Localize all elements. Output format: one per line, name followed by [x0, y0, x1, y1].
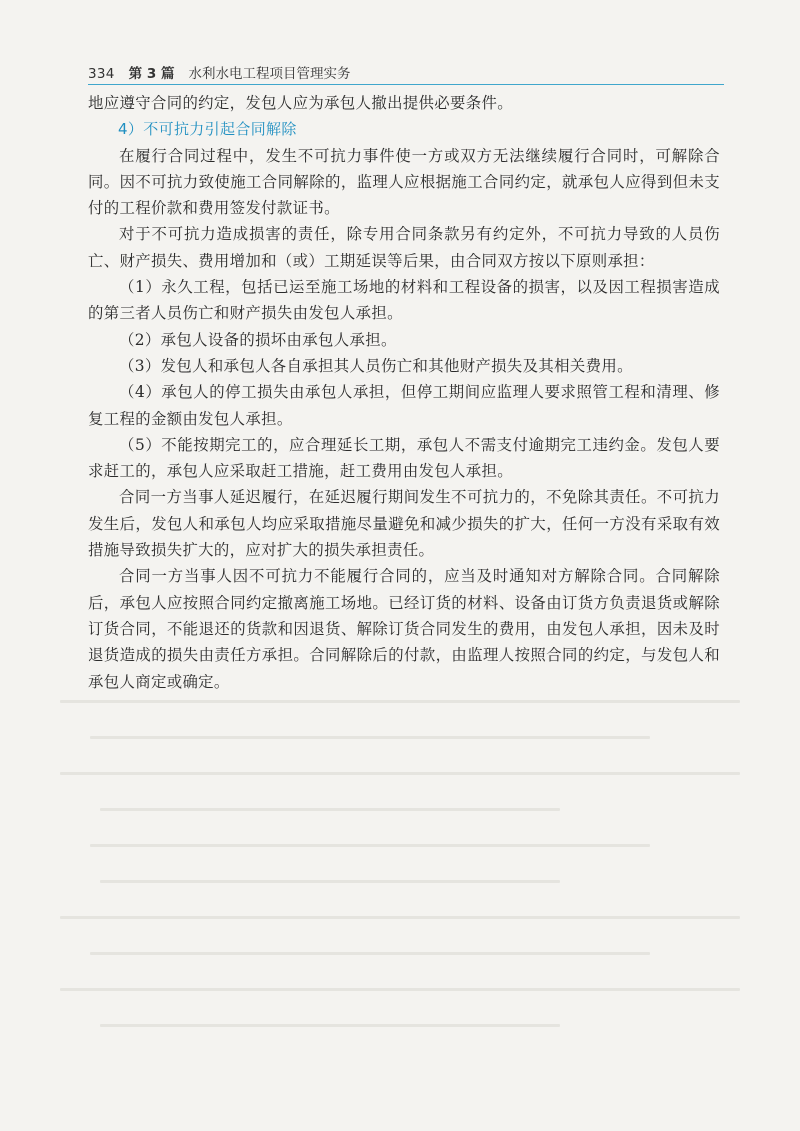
bleed-through-line	[100, 880, 560, 883]
page-number: 334	[88, 66, 115, 82]
bleed-through-line	[90, 952, 650, 955]
bleed-through-line	[60, 988, 740, 991]
running-header	[88, 54, 724, 82]
paragraph: 在履行合同过程中，发生不可抗力事件使一方或双方无法继续履行合同时，可解除合同。因不可抗力致使施工合同解除的，监理人应根据施工合同约定，就承包人应得到但未支付的工程价款和费用签发付款证书。	[88, 146, 720, 218]
list-item: （5）不能按期完工的，应合理延长工期，承包人不需支付逾期完工违约金。发包人要求赶工的，承包人应采取赶工措施，赶工费用由发包人承担。	[88, 435, 720, 481]
part-label: 第 3 篇	[128, 66, 175, 82]
paragraph-continuation: 地应遵守合同的约定，发包人应为承包人撤出提供必要条件。	[88, 94, 513, 112]
paragraph: 对于不可抗力造成损害的责任，除专用合同条款另有约定外，不可抗力导致的人员伤亡、财产损失、费用增加和（或）工期延误等后果，由合同双方按以下原则承担：	[88, 225, 720, 270]
body-text	[88, 90, 720, 695]
bleed-through-line	[100, 808, 560, 811]
list-item: （4）承包人的停工损失由承包人承担，但停工期间应监理人要求照管工程和清理、修复工程的金额由发包人承担。	[88, 383, 720, 428]
book-title: 水利水电工程项目管理实务	[188, 66, 351, 82]
list-item: （1）永久工程，包括已运至施工场地的材料和工程设备的损害，以及因工程损害造成的第三者人员伤亡和财产损失由发包人承担。	[88, 278, 720, 323]
bleed-through-line	[100, 1024, 560, 1027]
bleed-through-line	[60, 700, 740, 703]
list-item: （2）承包人设备的损坏由承包人承担。	[119, 330, 397, 349]
bleed-through-line	[90, 736, 650, 739]
paragraph: 合同一方当事人因不可抗力不能履行合同的，应当及时通知对方解除合同。合同解除后，承包人应按照合同约定撤离施工场地。已经订货的材料、设备由订货方负责退货或解除订货合同，不能退还的货款和因退货、解除订货合同发生的费用，由发包人承担，因未及时退货造成的损失由责任方承担。合同解除后的付款，由监理人按照合同的约定，与发包人和承包人商定或确定。	[88, 567, 720, 691]
bleed-through-line	[60, 916, 740, 919]
paragraph: 合同一方当事人延迟履行，在延迟履行期间发生不可抗力的，不免除其责任。不可抗力发生后，发包人和承包人均应采取措施尽量避免和减少损失的扩大，任何一方没有采取有效措施导致损失扩大的，应对扩大的损失承担责任。	[88, 488, 720, 560]
bleed-through-line	[60, 772, 740, 775]
bleed-through-line	[90, 844, 650, 847]
list-item: （3）发包人和承包人各自承担其人员伤亡和其他财产损失及其相关费用。	[119, 356, 633, 375]
section-heading: 4）不可抗力引起合同解除	[118, 120, 297, 139]
header-rule	[88, 84, 724, 85]
